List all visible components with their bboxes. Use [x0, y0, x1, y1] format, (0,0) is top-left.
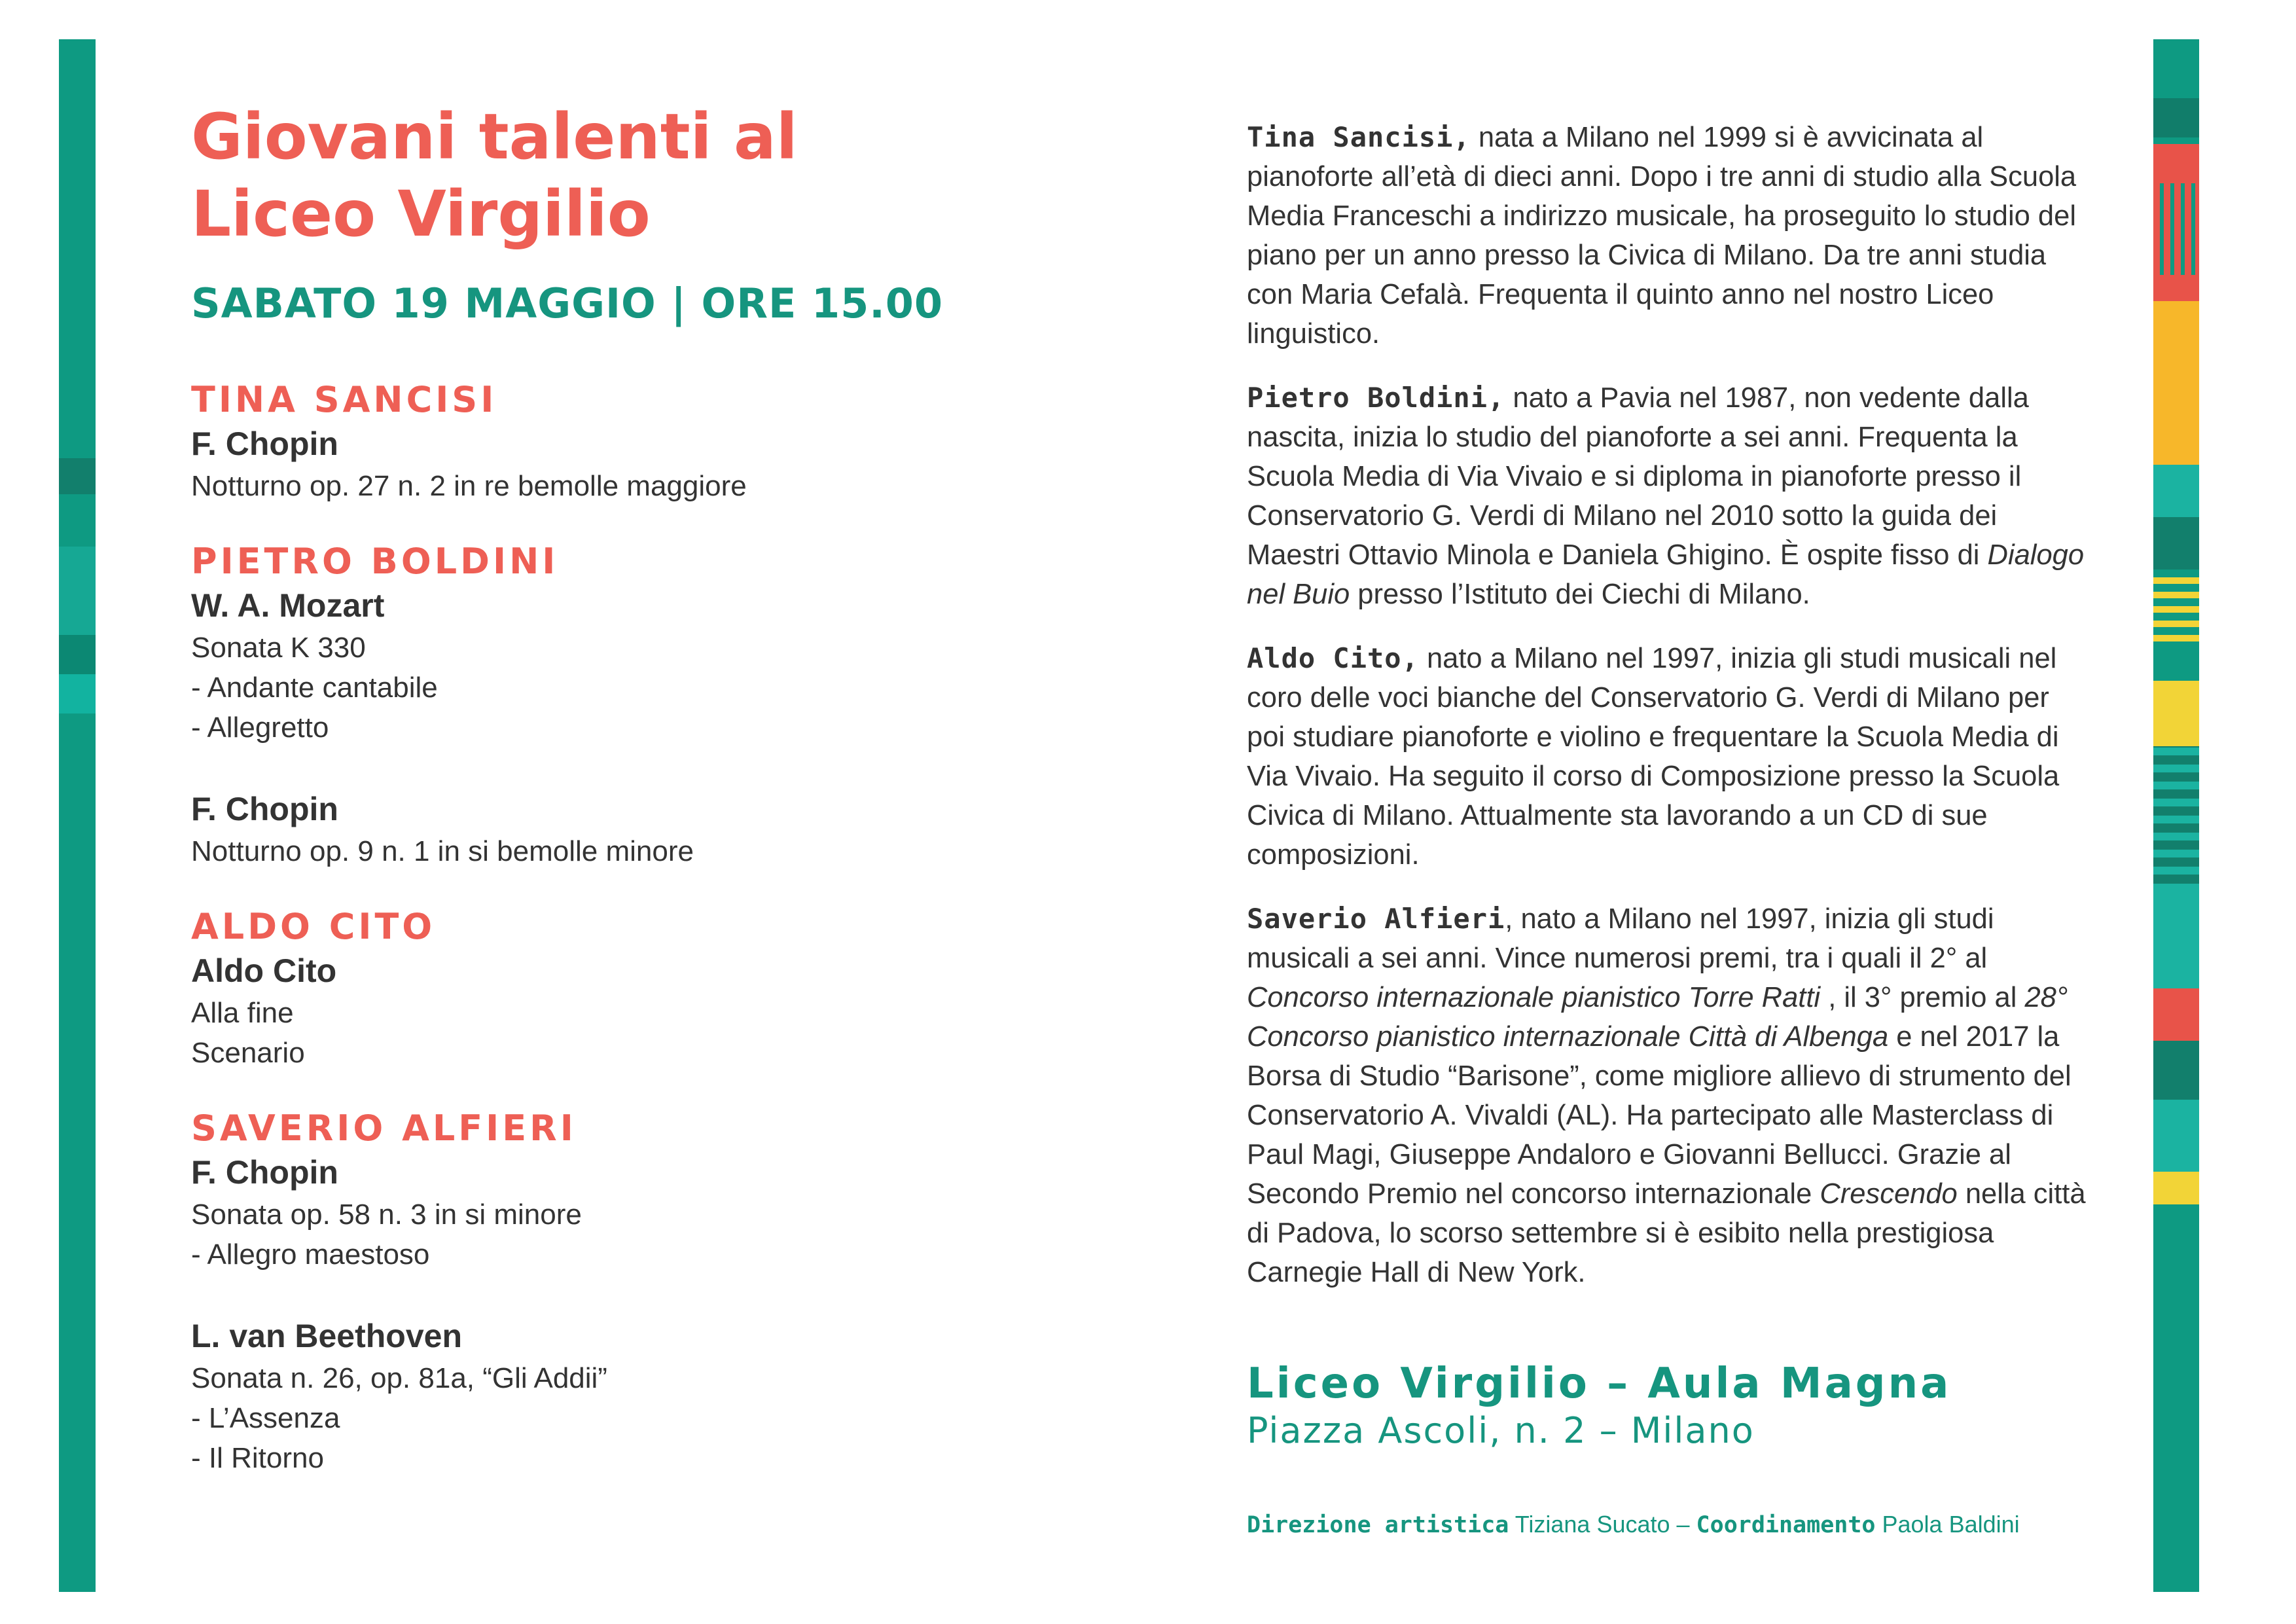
left-bar-stripe — [59, 674, 96, 713]
performer-name: ALDO CITO — [191, 906, 436, 947]
program-piece — [191, 1150, 1173, 1274]
bio-performer-name: Pietro Boldini, — [1247, 382, 1505, 414]
left-decorative-bar — [59, 39, 96, 1592]
credit-role-coordination: Coordinamento — [1696, 1512, 1876, 1538]
work-line: - Allegretto — [191, 712, 329, 744]
right-bar-block — [2153, 681, 2199, 746]
work-line: - Andante cantabile — [191, 672, 438, 704]
credit-role-direction: Direzione artistica — [1247, 1512, 1509, 1538]
right-bar-block — [2153, 1172, 2199, 1204]
credits-line — [1247, 1509, 2130, 1541]
left-bar-stripe — [59, 547, 96, 638]
right-bar-block — [2153, 884, 2199, 988]
right-bar-block — [2153, 746, 2199, 884]
title-line-2: Liceo Virgilio — [191, 177, 651, 251]
work-line: Alla fine — [191, 997, 294, 1029]
work-line: Sonata op. 58 n. 3 in si minore — [191, 1199, 582, 1231]
bio-performer-name: Saverio Alfieri — [1247, 903, 1505, 935]
work-line: Scenario — [191, 1037, 305, 1069]
performer-name: PIETRO BOLDINI — [191, 541, 559, 582]
venue-address: Piazza Ascoli, n. 2 – Milano — [1247, 1410, 1755, 1451]
venue-block — [1247, 1359, 2098, 1453]
bio-text: , nato a Milano nel 1997, inizia gli studi musicali a sei anni. Vince numerosi premi, tra i quali il 2° al — [1247, 903, 1994, 974]
right-bar-block — [2153, 517, 2199, 569]
program-piece — [191, 948, 1173, 1073]
work-line: - L’Assenza — [191, 1402, 340, 1434]
bio-italic-title: Dialogo nel Buio — [1247, 539, 2085, 610]
right-bar-block — [2153, 988, 2199, 1041]
program-performer — [191, 378, 1173, 506]
work-line: Notturno op. 9 n. 1 in si bemolle minore — [191, 835, 694, 867]
right-bar-block — [2153, 98, 2199, 137]
title-line-1: Giovani talenti al — [191, 100, 798, 173]
work-line: - Il Ritorno — [191, 1442, 324, 1474]
bio-text: nato a Pavia nel 1987, non vedente dalla nascita, inizia lo studio del pianoforte a sei anni. Frequenta la Scuola Media di Via Vivaio e si diploma in pianoforte presso il Conservatorio G. Verdi di Milano nel 2010 sotto la guida dei Maestri Ottavio Minola e Daniela Ghigino. È ospite fisso di — [1247, 382, 2029, 571]
bio-italic-title: Crescendo — [1820, 1178, 1958, 1210]
event-date-time: SABATO 19 MAGGIO | ORE 15.00 — [191, 280, 944, 327]
credit-name-direction: Tiziana Sucato – — [1509, 1511, 1696, 1538]
composer-name: F. Chopin — [191, 791, 338, 827]
right-bar-block — [2153, 275, 2199, 301]
program-performer — [191, 1107, 1173, 1478]
program-piece — [191, 1314, 1173, 1478]
performer-bio — [1247, 378, 2091, 614]
right-bar-block — [2153, 144, 2199, 183]
program-piece — [191, 583, 1173, 748]
composer-name: F. Chopin — [191, 1154, 338, 1191]
program-piece — [191, 422, 1173, 506]
right-bar-block — [2153, 1041, 2199, 1100]
program-column — [191, 98, 1173, 1478]
program-performer — [191, 540, 1173, 871]
performer-name: TINA SANCISI — [191, 379, 497, 420]
left-bar-stripe — [59, 635, 96, 674]
work-line: Notturno op. 27 n. 2 in re bemolle maggiore — [191, 470, 747, 502]
left-bar-stripe — [59, 458, 96, 494]
work-line: Sonata n. 26, op. 81a, “Gli Addii” — [191, 1362, 607, 1394]
composer-name: L. van Beethoven — [191, 1318, 462, 1354]
right-bar-block — [2153, 301, 2199, 465]
right-bar-block — [2153, 569, 2199, 641]
performer-bio — [1247, 899, 2091, 1292]
venue-title: Liceo Virgilio – Aula Magna — [1247, 1360, 1952, 1408]
program-piece — [191, 787, 1173, 871]
composer-name: F. Chopin — [191, 425, 338, 462]
credit-name-coordination: Paola Baldini — [1875, 1511, 2020, 1538]
bio-performer-name: Tina Sancisi, — [1247, 121, 1471, 153]
right-bar-block — [2153, 465, 2199, 517]
right-bar-block — [2153, 641, 2199, 681]
bio-performer-name: Aldo Cito, — [1247, 642, 1419, 674]
program-performer — [191, 905, 1173, 1073]
work-line: Sonata K 330 — [191, 632, 366, 664]
performer-bio — [1247, 639, 2091, 875]
concert-program — [191, 378, 1173, 1478]
right-bar-block — [2153, 1100, 2199, 1172]
composer-name: W. A. Mozart — [191, 587, 385, 624]
right-decorative-bar — [2153, 39, 2199, 1592]
bio-italic-title: 28° Concorso pianistico internazionale Città di Albenga — [1247, 982, 2068, 1053]
bio-italic-title: Concorso internazionale pianistico Torre Ratti — [1247, 982, 1821, 1013]
bio-text: nata a Milano nel 1999 si è avvicinata al pianoforte all’età di dieci anni. Dopo i tre anni di studio alla Scuola Media Franceschi a indirizzo musicale, ha proseguito lo studio del piano per un anno presso la Civica di Milano. Da tre anni studia con Maria Cefalà. Frequenta il quinto anno nel nostro Liceo linguistico. — [1247, 122, 2077, 350]
performer-bio — [1247, 118, 2091, 353]
bio-text: e nel 2017 la Borsa di Studio “Barisone”, come migliore allievo di strumento del Conservatorio A. Vivaldi (AL). Ha partecipato alle Masterclass di Paul Magi, Giuseppe Andaloro e Giovanni Bellucci. Grazie al Secondo Premio nel concorso internazionale — [1247, 1021, 2072, 1210]
composer-name: Aldo Cito — [191, 952, 337, 989]
page-title — [191, 98, 1173, 253]
performer-name: SAVERIO ALFIERI — [191, 1108, 577, 1149]
biographies-column — [1247, 118, 2091, 1317]
bio-text: nato a Milano nel 1997, inizia gli studi musicali nel coro delle voci bianche del Conservatorio G. Verdi di Milano per poi studiare pianoforte e violino e frequentare la Scuola Media di Via Vivaio. Ha seguito il corso di Composizione presso la Scuola Civica di Milano. Attualmente sta lavorando a un CD di sue composizioni. — [1247, 643, 2060, 871]
bio-text: presso l’Istituto dei Ciechi di Milano. — [1350, 579, 1810, 610]
work-line: - Allegro maestoso — [191, 1238, 430, 1271]
right-bar-block — [2153, 183, 2199, 275]
bio-text: nella città di Padova, lo scorso settembre si è esibito nella prestigiosa Carnegie Hall di New York. — [1247, 1178, 2086, 1288]
bio-text: , il 3° premio al — [1820, 982, 2025, 1013]
